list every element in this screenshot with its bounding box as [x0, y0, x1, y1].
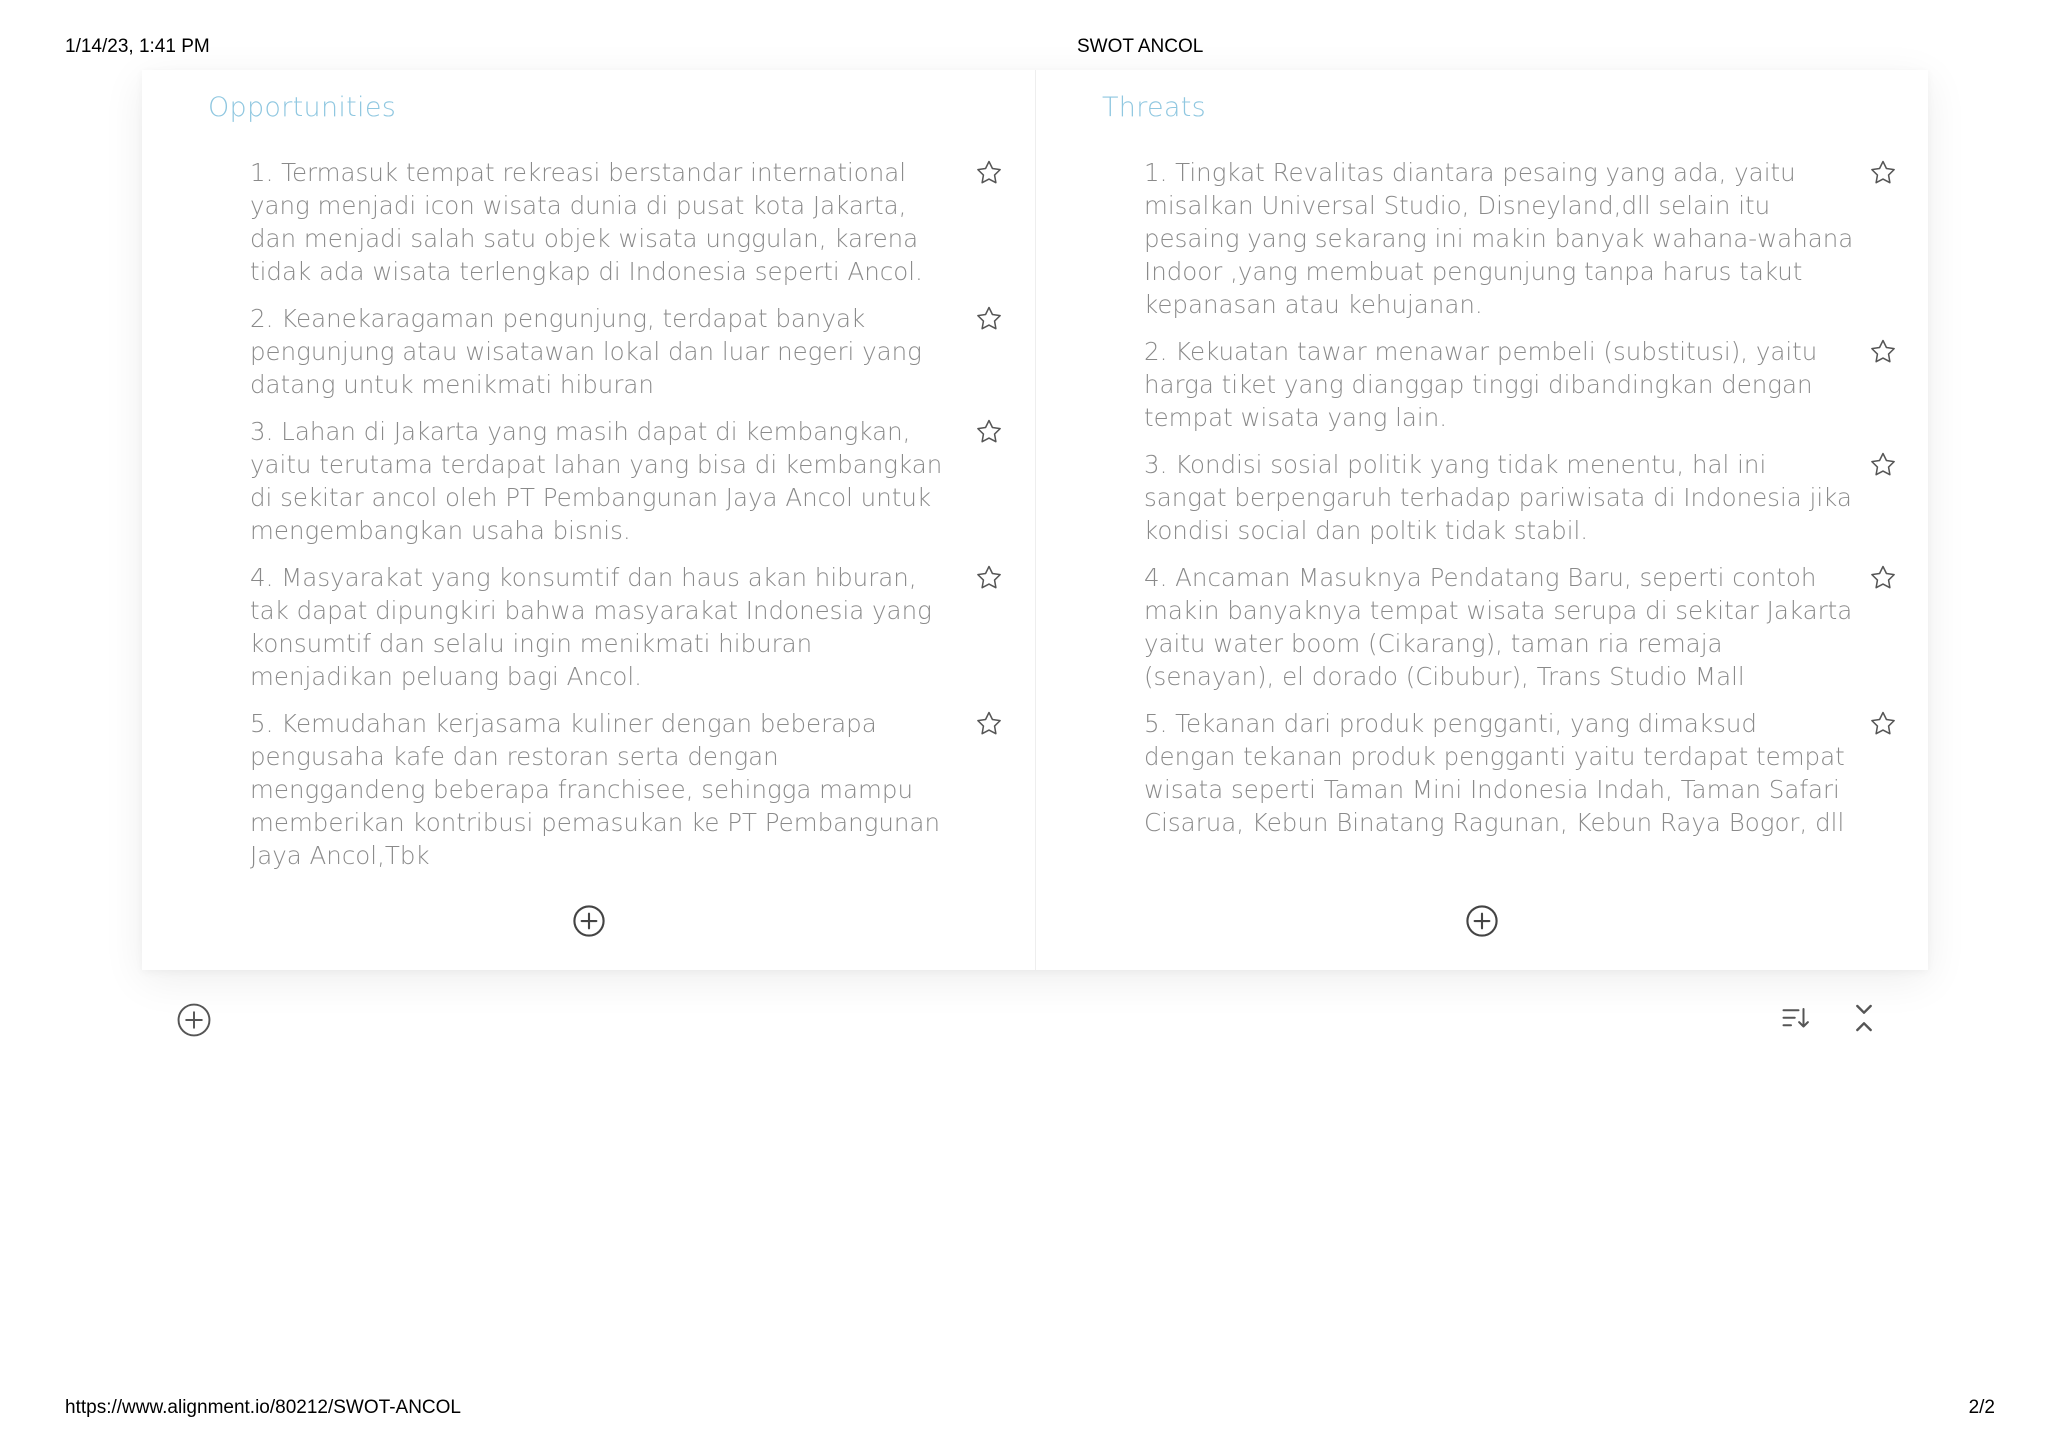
star-outline-icon[interactable]: [974, 304, 1004, 334]
list-item[interactable]: [1144, 335, 1904, 434]
list-item[interactable]: [1144, 156, 1904, 321]
item-list: [1144, 156, 1904, 853]
item-text: 2. Keanekaragaman pengunjung, terdapat banyak pengunjung atau wisatawan lokal dan luar negeri yang datang untuk menikmati hiburan: [250, 304, 922, 399]
list-item[interactable]: [1144, 448, 1904, 547]
item-text: 4. Masyarakat yang konsumtif dan haus akan hiburan, tak dapat dipungkiri bahwa masyarakat Indonesia yang konsumtif dan selalu ingin menikmati hiburan menjadikan peluang bagi Ancol.: [250, 563, 932, 691]
print-datetime: 1/14/23, 1:41 PM: [65, 36, 210, 57]
star-outline-icon[interactable]: [974, 158, 1004, 188]
plus-circle-icon[interactable]: [572, 904, 606, 938]
item-text: 3. Lahan di Jakarta yang masih dapat di kembangkan, yaitu terutama terdapat lahan yang bisa di kembangkan di sekitar ancol oleh PT Pembangunan Jaya Ancol untuk mengembangkan usaha bisnis.: [250, 417, 943, 545]
list-item[interactable]: [250, 302, 1010, 401]
plus-circle-icon[interactable]: [1465, 904, 1499, 938]
list-item[interactable]: [1144, 561, 1904, 693]
item-text: 1. Termasuk tempat rekreasi berstandar international yang menjadi icon wisata dunia di pusat kota Jakarta, dan menjadi salah satu objek wisata unggulan, karena tidak ada wisata terlengkap di Indonesia seperti Ancol.: [250, 158, 923, 286]
item-text: 3. Kondisi sosial politik yang tidak menentu, hal ini sangat berpengaruh terhadap pariwisata di Indonesia jika kondisi social dan poltik tidak stabil.: [1144, 450, 1852, 545]
star-outline-icon[interactable]: [1868, 337, 1898, 367]
print-title: SWOT ANCOL: [1077, 36, 1204, 57]
list-item[interactable]: [250, 156, 1010, 288]
item-text: 2. Kekuatan tawar menawar pembeli (substitusi), yaitu harga tiket yang dianggap tinggi dibandingkan dengan tempat wisata yang lain.: [1144, 337, 1818, 432]
star-outline-icon[interactable]: [974, 563, 1004, 593]
sort-descending-icon[interactable]: [1780, 1004, 1812, 1034]
star-outline-icon[interactable]: [974, 417, 1004, 447]
collapse-icon[interactable]: [1852, 1002, 1876, 1034]
column-opportunities: [142, 70, 1035, 970]
list-item[interactable]: [1144, 707, 1904, 839]
column-title: Threats: [1102, 92, 1207, 123]
star-outline-icon[interactable]: [1868, 563, 1898, 593]
column-title: Opportunities: [208, 92, 397, 123]
print-url: https://www.alignment.io/80212/SWOT-ANCOL: [65, 1397, 461, 1418]
star-outline-icon[interactable]: [1868, 158, 1898, 188]
print-page-number: 2/2: [1968, 1397, 1995, 1418]
item-text: 1. Tingkat Revalitas diantara pesaing yang ada, yaitu misalkan Universal Studio, Disneyland,dll selain itu pesaing yang sekarang ini makin banyak wahana-wahana Indoor ,yang membuat pengunjung tanpa harus takut kepanasan atau kehujanan.: [1144, 158, 1854, 319]
item-text: 5. Tekanan dari produk pengganti, yang dimaksud dengan tekanan produk pengganti yaitu terdapat tempat wisata seperti Taman Mini Indonesia Indah, Taman Safari Cisarua, Kebun Binatang Ragunan, Kebun Raya Bogor, dll: [1144, 709, 1845, 837]
item-list: [250, 156, 1010, 886]
star-outline-icon[interactable]: [974, 709, 1004, 739]
list-item[interactable]: [250, 561, 1010, 693]
swot-board: [142, 70, 1928, 970]
item-text: 4. Ancaman Masuknya Pendatang Baru, seperti contoh makin banyaknya tempat wisata serupa di sekitar Jakarta yaitu water boom (Cikarang), taman ria remaja (senayan), el dorado (Cibubur), Trans Studio Mall: [1144, 563, 1853, 691]
column-threats: [1035, 70, 1928, 970]
add-column-icon[interactable]: [176, 1002, 212, 1038]
list-item[interactable]: [250, 707, 1010, 872]
star-outline-icon[interactable]: [1868, 450, 1898, 480]
item-text: 5. Kemudahan kerjasama kuliner dengan beberapa pengusaha kafe dan restoran serta dengan menggandeng beberapa franchisee, sehingga mampu memberikan kontribusi pemasukan ke PT Pembangunan Jaya Ancol,Tbk: [250, 709, 940, 870]
star-outline-icon[interactable]: [1868, 709, 1898, 739]
list-item[interactable]: [250, 415, 1010, 547]
